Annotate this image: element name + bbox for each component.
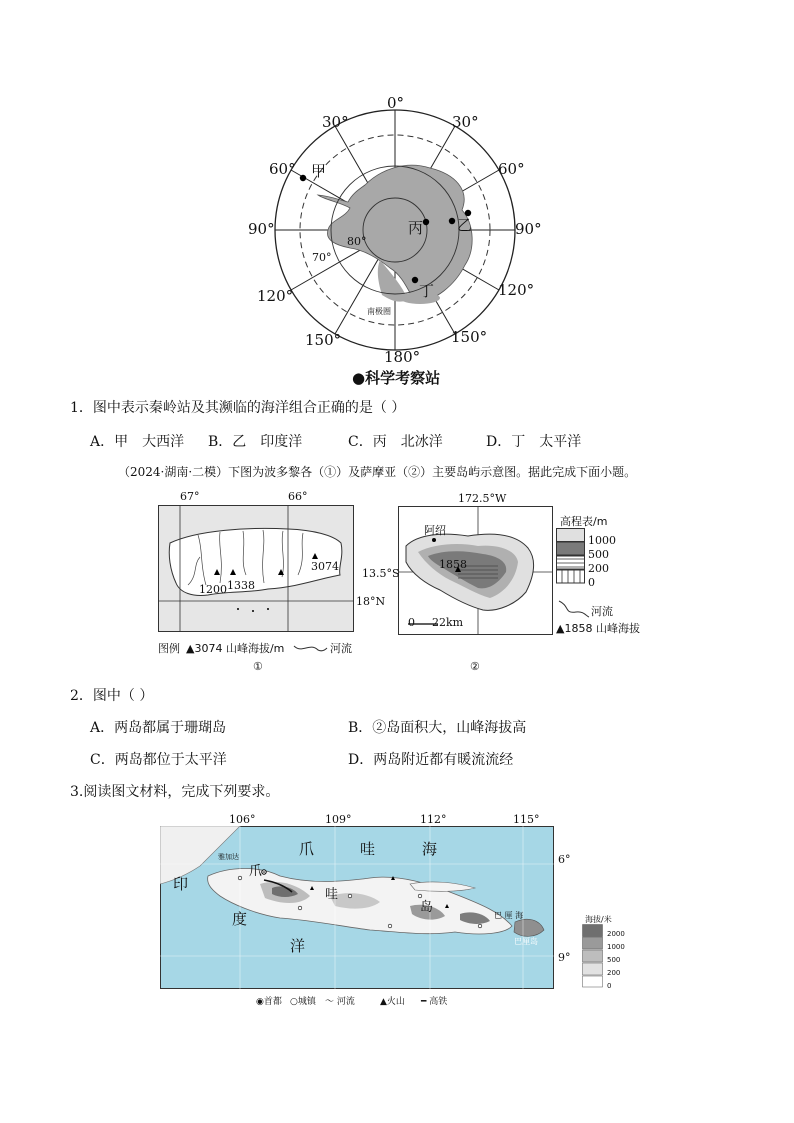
lat-80: 80° — [347, 235, 367, 248]
java-map — [160, 826, 554, 989]
java-lon-106: 106° — [229, 813, 256, 826]
java-elev-1000: 1000 — [607, 943, 625, 951]
lat-70: 70° — [312, 251, 332, 264]
java-elev-swatches — [582, 924, 604, 988]
legend-volcano: ▲火山 — [380, 997, 405, 1007]
q1-stem: 1．图中表示秦岭站及其濒临的海洋组合正确的是（ ） — [70, 400, 406, 416]
samoa-map — [398, 506, 553, 635]
lon-120w: 120° — [257, 287, 294, 305]
pr-legend-prefix: 图例 — [158, 642, 180, 655]
pr-lon-66: 66° — [288, 490, 308, 503]
lon-90w: 90° — [248, 220, 275, 238]
q3-stem: 3.阅读图文材料，完成下列要求。 — [70, 784, 280, 800]
legend-rail: ━ 高铁 — [421, 997, 448, 1007]
legend-capital: ◉首都 — [256, 997, 282, 1007]
samoa-scale: 22km — [432, 616, 464, 629]
lon-150w: 150° — [305, 331, 342, 349]
pr-peak-1338: 1338 — [227, 579, 255, 592]
java-island-char-3: 岛 — [420, 900, 434, 915]
lon-180: 180° — [384, 348, 421, 366]
pr-caption: ① — [253, 660, 263, 673]
lon-90e: 90° — [515, 220, 542, 238]
elev-200: 200 — [588, 562, 609, 575]
java-elev-200: 200 — [607, 969, 621, 977]
pr-peak-1200: 1200 — [199, 583, 227, 596]
lon-30e: 30° — [452, 113, 479, 131]
java-elev-0: 0 — [607, 982, 612, 990]
station-ding: 丁 — [419, 282, 435, 300]
java-island-char-2: 哇 — [325, 887, 339, 902]
lon-120e: 120° — [498, 281, 535, 299]
q2-stem: 2．图中（ ） — [70, 688, 154, 704]
lon-150e: 150° — [451, 328, 488, 346]
q1-option-b: B．乙 印度洋 — [208, 434, 303, 450]
elev-500: 500 — [588, 548, 609, 561]
indian-ocean-char-1: 印 — [173, 875, 189, 893]
q2-option-d: D．两岛附近都有暖流流经 — [348, 752, 514, 768]
elev-1000: 1000 — [588, 534, 616, 547]
elev-legend-title: 高程表/m — [560, 515, 608, 528]
java-sea-char-2: 哇 — [360, 840, 376, 858]
antarctic-circle-label: 南极圈 — [367, 307, 391, 316]
samoa-caption: ② — [470, 660, 480, 673]
samoa-legend-peak: ▲1858 山峰海拔 — [556, 622, 640, 635]
legend-town: ○城镇 — [290, 997, 316, 1007]
pr-legend-peak: ▲3074 山峰海拔/m — [186, 642, 285, 655]
samoa-peak: 1858 — [439, 558, 467, 571]
java-lon-112: 112° — [420, 813, 447, 826]
pr-lon-67: 67° — [180, 490, 200, 503]
q1-option-a: A．甲 大西洋 — [90, 434, 185, 450]
java-elev-2000: 2000 — [607, 930, 625, 938]
indian-ocean-char-2: 度 — [232, 910, 248, 928]
java-island-char-1: 爪 — [249, 864, 263, 879]
intro-q2: （2024·湖南·二模）下图为波多黎各（①）及萨摩亚（②）主要岛屿示意图。据此完成下面小题。 — [118, 465, 637, 479]
station-jia: 甲 — [311, 162, 327, 180]
q2-option-c: C．两岛都位于太平洋 — [90, 752, 227, 768]
q2-option-a: A．两岛都属于珊瑚岛 — [90, 720, 227, 736]
java-lat-6: 6° — [558, 853, 571, 866]
java-lat-9: 9° — [558, 951, 571, 964]
java-sea-char-3: 海 — [422, 840, 438, 858]
pr-lat-18n: 18°N — [356, 595, 386, 608]
java-elev-500: 500 — [607, 956, 621, 964]
lon-30w: 30° — [322, 113, 349, 131]
elev-0: 0 — [588, 576, 595, 589]
legend-river: 〜 河流 — [325, 997, 355, 1007]
antarctica-map — [230, 90, 560, 390]
elevation-legend-swatches — [556, 528, 586, 584]
station-legend: ●科学考察站 — [352, 369, 441, 387]
q1-option-c: C．丙 北冰洋 — [348, 434, 443, 450]
capital-label: 雅加达 — [218, 853, 239, 861]
samoa-scale-zero: 0 — [408, 616, 415, 629]
samoa-place: 阿绍 — [424, 524, 446, 537]
samoa-lon: 172.5°W — [458, 492, 507, 505]
indian-ocean-char-3: 洋 — [290, 937, 306, 955]
samoa-legend-river: 河流 — [591, 605, 613, 618]
pr-legend-river: 河流 — [330, 642, 352, 655]
river-legend-icon — [292, 642, 328, 654]
lon-60e: 60° — [498, 160, 525, 178]
river-legend-icon-2 — [556, 598, 592, 618]
java-lon-115: 115° — [513, 813, 540, 826]
lon-60w: 60° — [269, 160, 296, 178]
lon-0: 0° — [387, 94, 405, 112]
q1-option-d: D．丁 太平洋 — [486, 434, 582, 450]
java-lon-109: 109° — [325, 813, 352, 826]
samoa-lat: 13.5°S — [362, 567, 400, 580]
q2-option-b: B．②岛面积大，山峰海拔高 — [348, 720, 527, 736]
java-sea-char-1: 爪 — [299, 840, 315, 858]
station-yi: 乙 — [457, 216, 473, 234]
station-bing: 丙 — [408, 219, 424, 237]
bali-sea-label: 巴 厘 海 — [494, 911, 524, 920]
bali-label: 巴厘岛 — [514, 937, 538, 946]
pr-peak-3074: 3074 — [311, 560, 339, 573]
java-legend-title: 海拔/米 — [585, 915, 612, 924]
